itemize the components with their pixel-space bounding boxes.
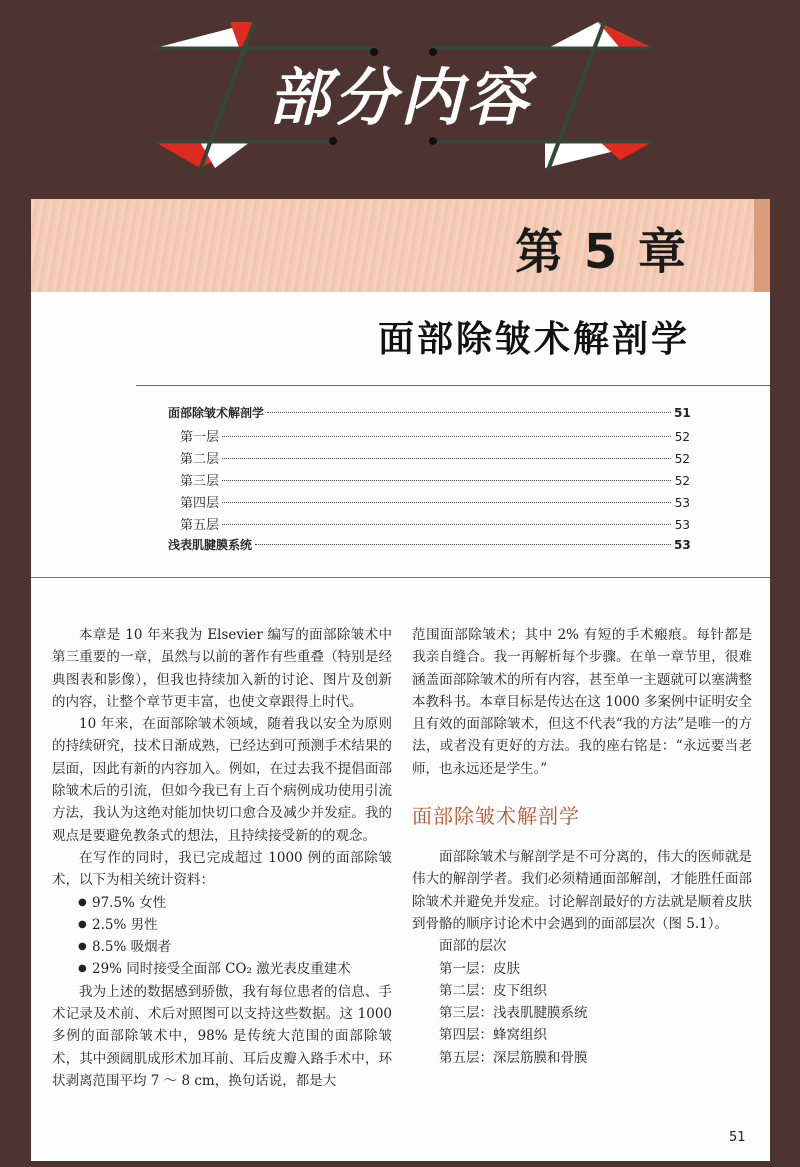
- toc-entry[interactable]: [168, 404, 690, 426]
- section-heading: 面部除皱术解剖学: [412, 804, 580, 829]
- toc-leader-dots: [222, 502, 671, 503]
- toc-entry-label: 第一层: [180, 430, 220, 445]
- toc-entry-page: 53: [674, 538, 691, 552]
- chapter-band: [31, 199, 770, 292]
- toc-entry-page: 53: [674, 496, 690, 510]
- layer-list-title: 面部的层次: [439, 938, 507, 955]
- toc-entry[interactable]: [168, 426, 690, 448]
- layer-list-item: 第二层：皮下组织: [439, 982, 547, 999]
- paragraph: 范围面部除皱术；其中 2% 有短的手术瘢痕。每针都是我亲自缝合。我一再解析每个步骤。在单一章节里，很难涵盖面部除皱术的所有内容，甚至单一主题就可以塞满整本教科书。本章目标是传达在这 1000 多案例中证明安全且有效的面部除皱术，但这不代表“我的方法”是唯一的方法，或者没有更好的方法。我的座右铭是：“永远要当老师，也永远还是学生。”: [412, 627, 752, 777]
- layer-list-item: 第三层：浅表肌腱膜系统: [439, 1005, 588, 1022]
- toc-entry-page: 52: [674, 452, 690, 466]
- toc-leader-dots: [255, 544, 671, 545]
- layer-list-item: 第五层：深层筋膜和骨膜: [439, 1049, 588, 1066]
- toc-entry-label: 第五层: [180, 518, 220, 533]
- toc-leader-dots: [267, 412, 671, 413]
- list-item: ● 29% 同时接受全面部 CO₂ 激光表皮重建术: [78, 958, 392, 980]
- statistics-list: [52, 892, 392, 981]
- book-page: [31, 199, 770, 1161]
- paragraph: 面部除皱术与解剖学是不可分离的，伟大的医师就是伟大的解剖学者。我们必须精通面部解剖，才能胜任面部除皱术并避免并发症。讨论解剖最好的方法就是顺着皮肤到骨骼的顺序讨论术中会遇到的面部层次（图 5.1）。: [412, 849, 752, 932]
- toc-leader-dots: [222, 458, 671, 459]
- toc-leader-dots: [222, 436, 671, 437]
- toc-entry-page: 51: [674, 406, 691, 420]
- chapter-title: 面部除皱术解剖学: [377, 318, 690, 360]
- toc-entry-label: 浅表肌腱膜系统: [168, 538, 253, 552]
- paragraph: 10 年来，在面部除皱术领域，随着我以安全为原则的持续研究，技术日渐成熟，已经达到可预测手术结果的层面，因此有新的内容加入。例如，在过去我不提倡面部除皱术后的引流，但如今我已有上百个病例成功使用引流方法，我认为这绝对能加快切口愈合及减少并发症。我的观点是要避免教条式的想法，且持续接受新的的观念。: [52, 716, 392, 844]
- paragraph: 我为上述的数据感到骄傲，我有每位患者的信息、手术记录及术前、术后对照图可以支持这些数据。这 1000 多例的面部除皱术中，98% 是传统大范围的面部除皱术，其中颈阔肌成形术加耳前、耳后皮瓣入路手术中，环状剥离范围平均 7 ～ 8 cm，换句话说，都是大: [52, 983, 392, 1089]
- toc-entry[interactable]: [168, 470, 690, 492]
- toc-entry-page: 52: [674, 474, 690, 488]
- toc-entry-page: 53: [674, 518, 690, 532]
- toc-leader-dots: [222, 480, 671, 481]
- layer-list-item: 第一层：皮肤: [439, 960, 520, 977]
- right-column: [412, 624, 752, 1069]
- toc-leader-dots: [222, 524, 671, 525]
- toc-entry[interactable]: [168, 536, 690, 558]
- banner: [0, 0, 800, 190]
- page-number: 51: [729, 1130, 746, 1145]
- toc-entry[interactable]: [168, 492, 690, 514]
- list-item: ● 2.5% 男性: [78, 914, 392, 936]
- toc-entry-label: 面部除皱术解剖学: [168, 406, 265, 420]
- toc-entry-label: 第四层: [180, 496, 220, 511]
- list-item: ● 8.5% 吸烟者: [78, 936, 392, 958]
- paragraph: 在写作的同时，我已完成超过 1000 例的面部除皱术，以下为相关统计资料：: [52, 849, 392, 889]
- layer-list-item: 第四层：蜂窝组织: [439, 1027, 547, 1044]
- toc-entry-label: 第三层: [180, 474, 220, 489]
- toc-bottom-rule: [31, 577, 770, 578]
- chapter-label: 第 5 章: [515, 224, 688, 280]
- toc-entry-label: 第二层: [180, 452, 220, 467]
- toc-entry[interactable]: [168, 514, 690, 536]
- toc-entry-page: 52: [674, 430, 690, 444]
- list-item: ● 97.5% 女性: [78, 892, 392, 914]
- toc-top-rule: [136, 385, 770, 386]
- toc-entry[interactable]: [168, 448, 690, 470]
- table-of-contents: [168, 404, 690, 558]
- paragraph: 本章是 10 年来我为 Elsevier 编写的面部除皱术中第三重要的一章，虽然与以前的著作有些重叠（特别是经典图表和影像），但我也持续加入新的讨论、图片及创新的内容，让整个章节更丰富，也使文章跟得上时代。: [52, 627, 392, 710]
- banner-title: 部分内容: [267, 61, 532, 134]
- chapter-band-edge: [754, 199, 770, 292]
- left-column: [52, 624, 392, 1092]
